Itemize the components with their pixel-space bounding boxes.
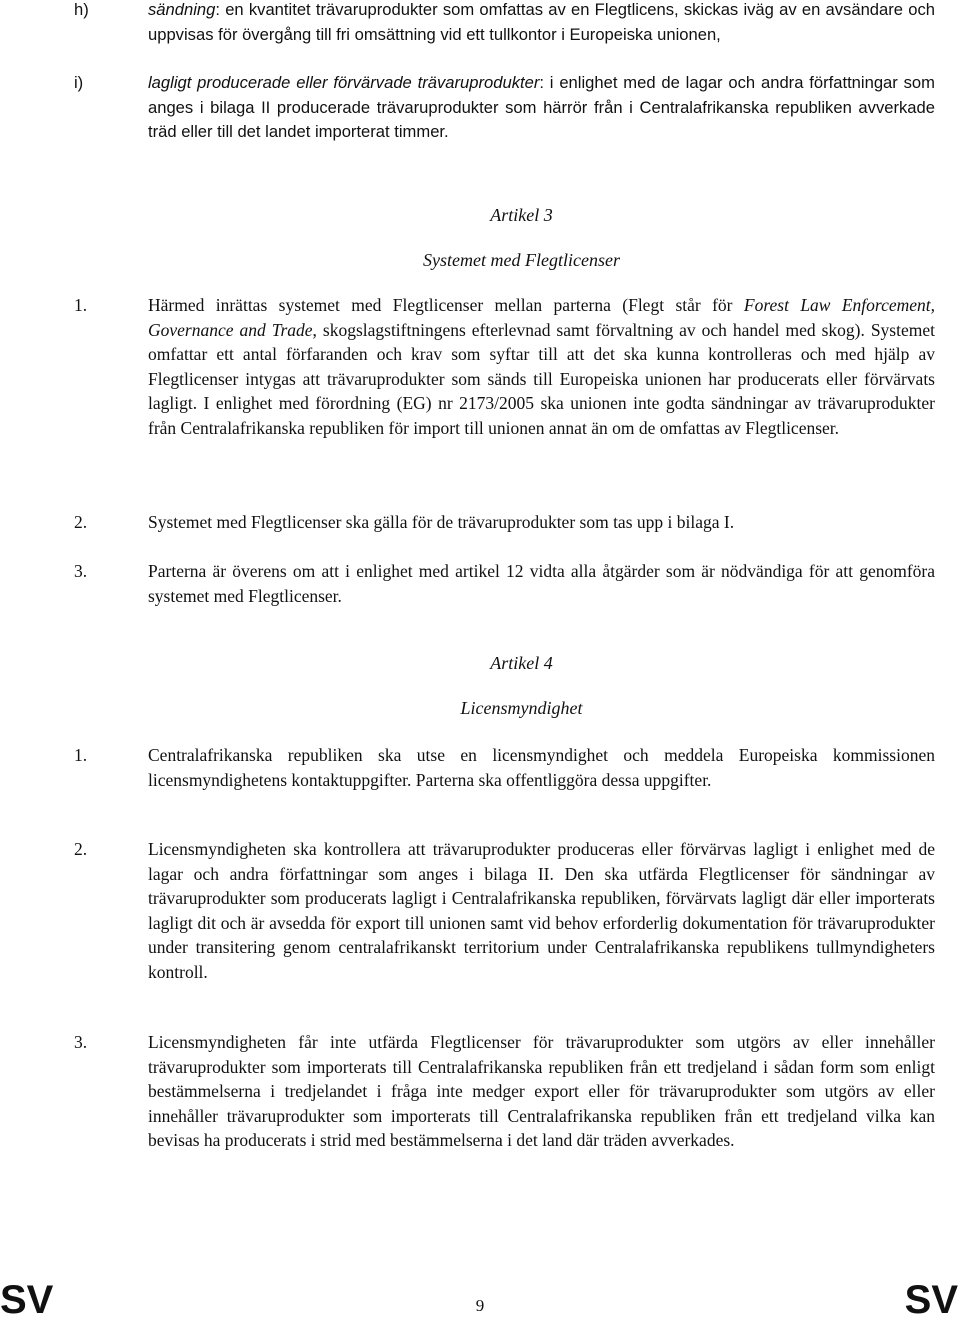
article-4-paragraph-3 [74,1030,935,1153]
definition-h [74,0,935,47]
article-3-paragraph-2 [74,510,935,535]
paragraph-number: 1. [74,745,88,765]
definition-i [74,71,935,145]
page-number: 9 [475,1296,485,1315]
list-marker: i) [74,73,84,92]
paragraph-number: 2. [74,512,88,532]
paragraph-text: Centralafrikanska republiken ska utse en licensmyndighet och meddela Europeiska kommissionen licensmyndighetens kontaktuppgifter. Parterna ska offentliggöra dessa uppgifter. [148,745,935,790]
paragraph-number: 2. [74,839,88,859]
paragraph-number: 1. [74,295,88,315]
article-4-title: Licensmyndighet [460,698,583,718]
paragraph-text: Licensmyndigheten får inte utfärda Flegtlicenser för trävaruprodukter som utgörs av eller innehåller trävaruprodukter som importerats till Centralafrikanska republiken från ett tredjeland i sådan form som enligt bestämmelserna i tredjelandet i fråga inte medger export eller för trävaruprodukter som utgörs av eller innehåller trävaruprodukter som importerats till Centralafrikanska republiken från ett tredjeland vilka kan bevisas ha producerats i strid med bestämmelserna i det land där träden avverkades. [148,1032,935,1151]
paragraph-number: 3. [74,561,88,581]
article-3-paragraph-3 [74,559,935,608]
article-3-paragraph-1 [74,293,935,441]
footer-language-left: SV [0,1278,54,1322]
paragraph-text: Licensmyndigheten ska kontrollera att trävaruprodukter produceras eller förvärvas lagligt i enlighet med de lagar och andra författningar som anges i bilaga II. Den ska utfärda Flegtlicenser för sändningar av trävaruprodukter som producerats lagligt i Centralafrikanska republiken, förvärvats lagligt där eller importerats lagligt dit och är avsedda för export till unionen samt vid behov erforderlig dokumentation för trävaruprodukter under transitering genom centralafrikanskt territorium under Centralafrikanska republikens tullmyndigheters kontroll. [148,839,935,982]
article-3-number: Artikel 3 [490,205,553,225]
definition-text: : en kvantitet trävaruprodukter som omfattas av en Flegtlicens, skickas iväg av en avsändare och uppvisas för övergång till fri omsättning vid ett tullkontor i Europeiska unionen, [148,0,935,44]
definition-term: lagligt producerade eller förvärvade trävaruprodukter [148,73,540,92]
paragraph-number: 3. [74,1032,88,1052]
article-4-paragraph-1 [74,743,935,792]
article-3-title: Systemet med Flegtlicenser [423,250,620,270]
paragraph-text: , skogslagstiftningens efterlevnad samt förvaltning av och handel med skog). Systemet omfattar ett antal förfaranden och krav som syftar till att det ska kunna kontrolleras och med hjälp av Flegtlicenser intygas att trävaruprodukter som sänds till Europeiska unionen har producerats eller förvärvats lagligt. I enlighet med förordning (EG) nr 2173/2005 ska unionen inte godta sändningar av trävaruprodukter från Centralafrikanska republiken för import till unionen annat än om de omfattas av Flegtlicenser. [148,319,935,438]
definition-term: sändning [148,0,216,19]
definition-text: : i enlighet med de lagar och andra författningar som anges i bilaga II producerade trävaruprodukter som härrör från i Centralafrikanska republiken avverkade träd eller till det landet importerat timmer. [148,73,935,142]
footer-language-right: SV [904,1278,958,1322]
paragraph-text: Parterna är överens om att i enlighet med artikel 12 vidta alla åtgärder som är nödvändiga för att genomföra systemet med Flegtlicenser. [148,561,935,606]
list-marker: h) [74,0,89,19]
article-4-number: Artikel 4 [490,653,553,673]
paragraph-text: Systemet med Flegtlicenser ska gälla för de trävaruprodukter som tas upp i bilaga I. [148,512,735,532]
paragraph-text: Härmed inrättas systemet med Flegtlicenser mellan parterna (Flegt står för [148,295,744,315]
article-4-paragraph-2 [74,837,935,985]
paragraph-emphasis: Forest Law Enforcement, Governance and Trade [148,295,935,340]
